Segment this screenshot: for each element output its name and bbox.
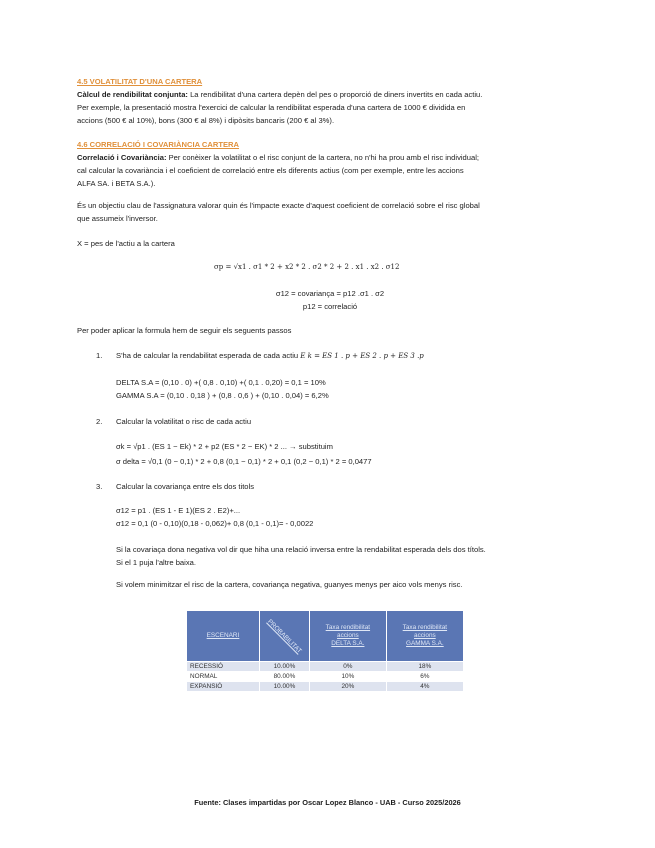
- minimize-risk-note: Si volem minimitzar el risc de la cartera, covariança negativa, guanyes menys per aico vols menys risc.: [116, 580, 463, 589]
- section-4-5-paragraph-line-2: Per exemple, la presentació mostra l'exercici de calcular la rendibilitat esperada d'una cartera de 1000 € dividida en: [77, 103, 466, 112]
- section-4-6-paragraph-line-3: ALFA SA. i BETA S.A.).: [77, 179, 156, 188]
- negative-covariance-line-1: Si la covariaça dona negativa vol dir que hiha una relació inversa entre la rendabilitat esperada dels dos títols.: [116, 545, 486, 554]
- table-row: [187, 682, 464, 692]
- section-4-5-paragraph-line-3: accions (500 € al 10%), bons (300 € al 8%) i dipòsits bancaris (200 € al 3%).: [77, 116, 335, 125]
- scenario-table: [186, 610, 464, 692]
- step-2-number: 2.: [96, 417, 103, 426]
- bold-term: Càlcul de rendibilitat conjunta:: [77, 90, 188, 99]
- objective-line-2: que assumeix l'inversor.: [77, 214, 158, 223]
- portfolio-volatility-formula: σp = √x1 . σ1 * 2 + x2 * 2 . σ2 * 2 + 2 . x1 . x2 . σ12: [214, 263, 400, 271]
- cell-probability: 10.00%: [260, 682, 310, 692]
- section-4-5-heading: 4.5 VOLATILITAT D'UNA CARTERA: [77, 77, 203, 86]
- delta-expected-return: DELTA S.A = (0,10 . 0) +( 0,8 . 0,10) +( 0,1 . 0,20) = 0,1 = 10%: [116, 378, 326, 387]
- x-definition: X = pes de l'actiu a la cartera: [77, 239, 175, 248]
- header-escenari: ESCENARI: [187, 611, 260, 662]
- cell-delta-return: 0%: [309, 662, 386, 672]
- cell-gamma-return: 6%: [386, 672, 463, 682]
- steps-intro: Per poder aplicar la formula hem de seguir els seguents passos: [77, 326, 292, 335]
- correlation-definition: p12 = correlació: [302, 302, 358, 311]
- covariance-definition: σ12 = covariança = p12 .σ1 . σ2: [275, 289, 385, 298]
- header-delta: Taxa rendibilitat accions DELTA S.A.: [309, 611, 386, 662]
- footer-source: Fuente: Clases impartidas por Oscar Lopez Blanco - UAB - Curso 2025/2026: [194, 798, 461, 807]
- covariance-value: σ12 = 0,1 (0 - 0,10)(0,18 - 0,062)+ 0,8 (0,1 - 0,1)= - 0,0022: [116, 519, 314, 528]
- cell-scenario: RECESSIÓ: [187, 662, 260, 672]
- cell-gamma-return: 4%: [386, 682, 463, 692]
- delta-volatility: σ delta = √0,1 (0 − 0,1) * 2 + 0,8 (0,1 − 0,1) * 2 + 0,1 (0,2 − 0,1) * 2 = 0,0477: [116, 457, 372, 466]
- header-probabilitat: PROBABILITAT: [260, 611, 310, 662]
- paragraph-text: La rendibilitat d'una cartera depèn del pes o proporció de diners invertits en cada actiu.: [187, 90, 483, 99]
- covariance-formula: σ12 = p1 . (ES 1 - E 1)(ES 2 . E2)+...: [116, 506, 241, 515]
- cell-scenario: NORMAL: [187, 672, 260, 682]
- step-1-title: [116, 352, 424, 360]
- cell-probability: 10.00%: [260, 662, 310, 672]
- section-4-5-paragraph-line-1: [77, 91, 482, 99]
- section-4-6-heading: 4.6 CORRELACIÓ I COVARIÀNCIA CARTERA: [77, 140, 240, 149]
- negative-covariance-line-2: Si el 1 puja l'altre baixa.: [116, 558, 196, 567]
- expected-return-formula: E k = ES 1 . p + ES 2 . p + ES 3 .p: [300, 352, 424, 360]
- table-row: [187, 672, 464, 682]
- cell-scenario: EXPANSIÓ: [187, 682, 260, 692]
- table-header-row: [187, 611, 464, 662]
- gamma-expected-return: GAMMA S.A = (0,10 . 0,18 ) + (0,8 . 0,6 ) + (0,10 . 0,04) = 6,2%: [116, 391, 329, 400]
- step-2-title: Calcular la volatilitat o risc de cada actiu: [116, 417, 252, 426]
- cell-delta-return: 10%: [309, 672, 386, 682]
- step-3-title: Calcular la covariança entre els dos titols: [116, 482, 255, 491]
- step-1-number: 1.: [96, 351, 103, 360]
- section-4-6-paragraph-line-2: cal calcular la covariància i el coeficient de correlació entre els diferents actius (com per exemple, entre les accions: [77, 166, 464, 175]
- step-1-text: S'ha de calcular la rendabilitat esperada de cada actiu: [116, 351, 299, 360]
- section-4-6-paragraph-line-1: [77, 154, 479, 162]
- bold-term: Correlació i Covariància:: [77, 153, 167, 162]
- header-gamma: Taxa rendibilitat accions GAMMA S.A.: [386, 611, 463, 662]
- table-row: [187, 662, 464, 672]
- cell-gamma-return: 18%: [386, 662, 463, 672]
- cell-probability: 80.00%: [260, 672, 310, 682]
- volatility-formula: σk = √p1 . (ES 1 − Ek) * 2 + p2 (ES * 2 − EK) * 2 ... → substituim: [116, 442, 333, 451]
- objective-line-1: És un objectiu clau de l'assignatura valorar quin és l'impacte exacte d'aquest coeficient de correlació sobre el risc global: [77, 201, 480, 210]
- step-3-number: 3.: [96, 482, 103, 491]
- paragraph-text: Per conèixer la volatilitat o el risc conjunt de la cartera, no n'hi ha prou amb el risc individual;: [166, 153, 480, 162]
- cell-delta-return: 20%: [309, 682, 386, 692]
